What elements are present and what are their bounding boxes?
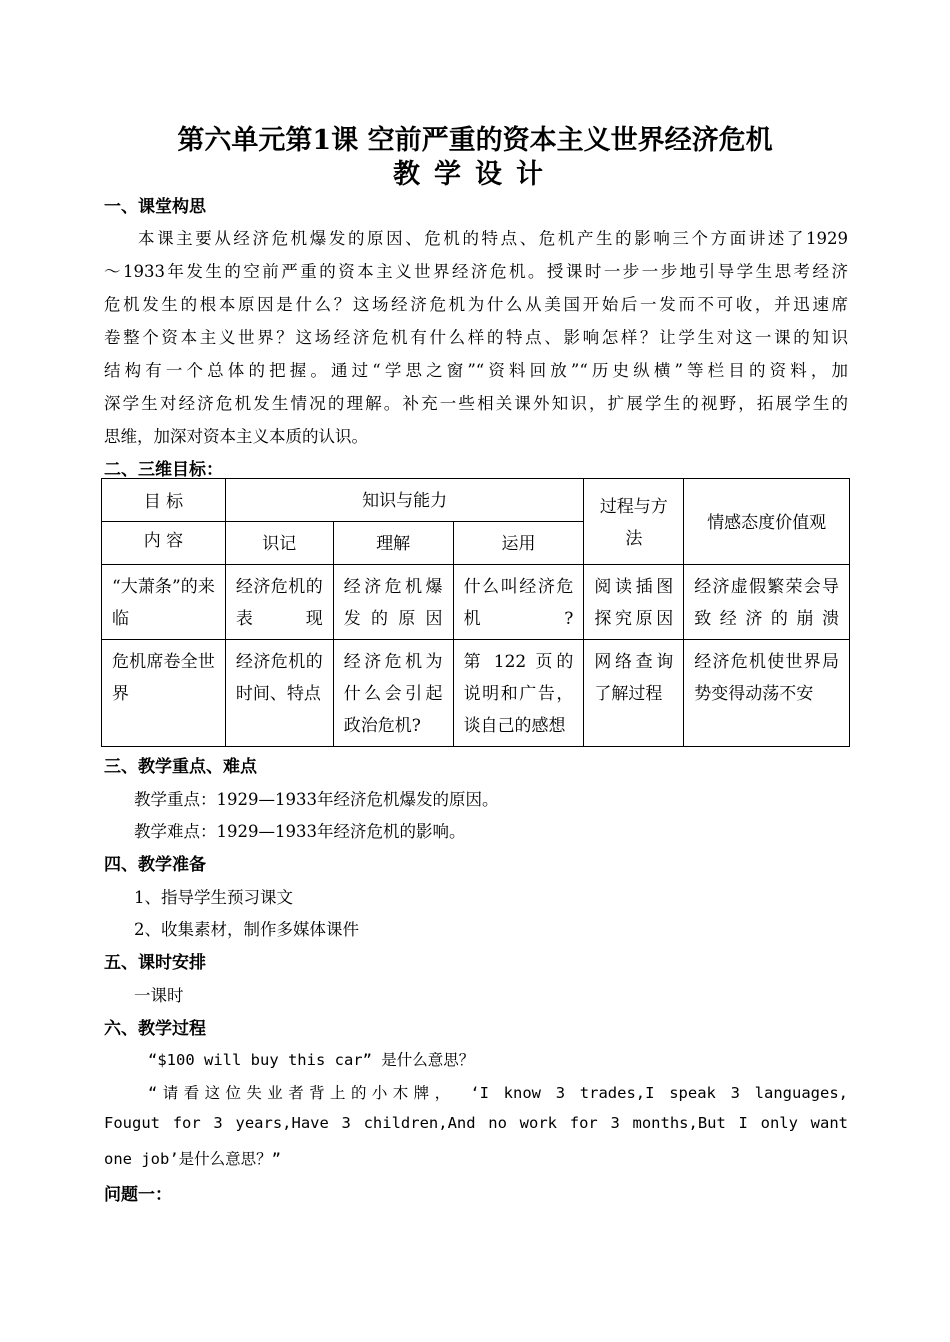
- process-line: “$100 will buy this car” 是什么意思？: [148, 1051, 475, 1069]
- cell-process: 网络查询了解过程: [584, 640, 684, 747]
- section-heading-4: 四、教学准备: [104, 855, 206, 875]
- paragraph-line: 本课主要从经济危机爆发的原因、危机的特点、危机产生的影响三个方面讲述了1929: [138, 229, 848, 248]
- section-heading-6: 六、教学过程: [104, 1019, 206, 1039]
- question-label: 问题一：: [104, 1185, 172, 1205]
- paragraph-line: ～1933年发生的空前严重的资本主义世界经济危机。授课时一步一步地引导学生思考经济: [104, 262, 848, 281]
- cell-understand: 经济危机为什么会引起政治危机?: [333, 640, 453, 747]
- cell-content: 危机席卷全世界: [102, 640, 226, 747]
- cell-emotion: 经济危机使世界局势变得动荡不安: [684, 640, 850, 747]
- class-hours-text: 一课时: [134, 986, 184, 1005]
- cell-recall: 经济危机的表现: [225, 565, 333, 640]
- cell-emotion: 经济虚假繁荣会导致经济的崩溃: [684, 565, 850, 640]
- cell-recall: 经济危机的时间、特点: [225, 640, 333, 747]
- process-line: “请看这位失业者背上的小木牌， ‘I know 3 trades,I speak 3 languages,: [148, 1084, 848, 1102]
- table-row: [102, 640, 850, 747]
- list-item: 2、收集素材，制作多媒体课件: [134, 920, 359, 939]
- header-emotion: 情感态度价值观: [684, 479, 850, 565]
- list-item: 1、指导学生预习课文: [134, 888, 293, 907]
- header-recall: 识记: [225, 522, 333, 565]
- section-heading-5: 五、课时安排: [104, 953, 206, 973]
- header-knowledge: 知识与能力: [225, 479, 584, 522]
- table-row: [102, 565, 850, 640]
- section-heading-3: 三、教学重点、难点: [104, 757, 257, 777]
- header-content: 内 容: [102, 522, 226, 565]
- cell-understand: 经济危机爆发的原因: [333, 565, 453, 640]
- section-heading-2-text: 二、三维目标：: [104, 460, 223, 480]
- cell-apply: 第 122 页的说明和广告，谈自己的感想: [453, 640, 584, 747]
- process-line: one job’是什么意思？”: [104, 1150, 281, 1168]
- document-title: 第六单元第1课 空前严重的资本主义世界经济危机: [177, 125, 773, 156]
- cell-content: “大萧条”的来临: [102, 565, 226, 640]
- paragraph-line: 深学生对经济危机发生情况的理解。补充一些相关课外知识，扩展学生的视野，拓展学生的: [104, 394, 848, 413]
- section-heading-2: [104, 455, 223, 480]
- process-line: Fougut for 3 years,Have 3 children,And no work for 3 months,But I only want: [104, 1114, 848, 1132]
- header-goal: 目 标: [102, 479, 226, 522]
- header-apply: 运用: [453, 522, 584, 565]
- document-subtitle: 教学设计: [393, 159, 557, 190]
- goals-table: [101, 478, 850, 747]
- table-header-row: [102, 479, 850, 522]
- difficulty-text: 教学难点：1929—1933年经济危机的影响。: [134, 822, 466, 841]
- paragraph-line: 卷整个资本主义世界？这场经济危机有什么样的特点、影响怎样？让学生对这一课的知识: [104, 328, 848, 347]
- paragraph-line: 思维，加深对资本主义本质的认识。: [104, 427, 368, 446]
- header-process: 过程与方法: [584, 479, 684, 565]
- cell-process: 阅读插图探究原因: [584, 565, 684, 640]
- section-heading-1: 一、课堂构思: [104, 197, 206, 217]
- key-point-text: 教学重点：1929—1933年经济危机爆发的原因。: [134, 790, 499, 809]
- cell-apply: 什么叫经济危机?: [453, 565, 584, 640]
- paragraph-line: 危机发生的根本原因是什么？这场经济危机为什么从美国开始后一发而不可收，并迅速席: [104, 295, 848, 314]
- header-understand: 理解: [333, 522, 453, 565]
- paragraph-line: 结构有一个总体的把握。通过“学思之窗”“资料回放”“历史纵横”等栏目的资料，加: [104, 361, 848, 380]
